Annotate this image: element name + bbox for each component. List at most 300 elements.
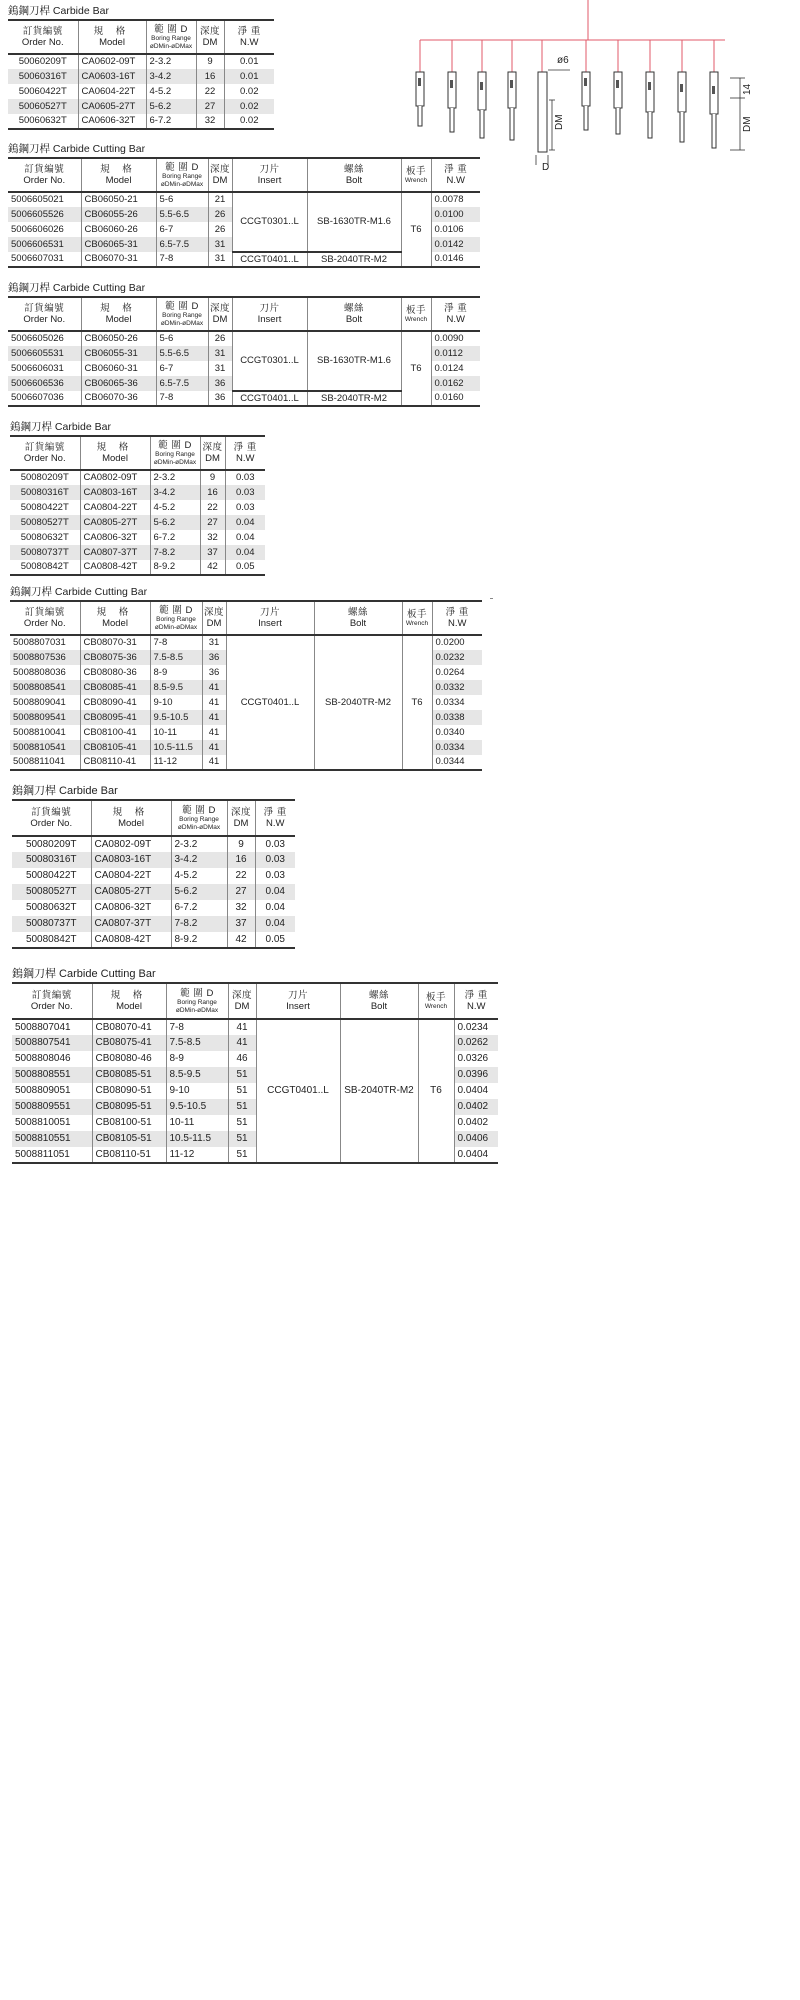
table-row bbox=[12, 932, 295, 948]
table-cell: 0.0142 bbox=[431, 237, 480, 252]
table-cell: CCGT0401..L bbox=[232, 391, 307, 406]
header-label: 規 格 bbox=[93, 26, 131, 37]
header-label: Model bbox=[105, 175, 132, 186]
table-cell: 51 bbox=[228, 1099, 256, 1115]
header-label: 訂貨編號 bbox=[22, 26, 63, 37]
table-cell: 5008807536 bbox=[10, 650, 80, 665]
table-cell: CA0808-42T bbox=[80, 560, 150, 575]
dim-phi6-label: ø6 bbox=[557, 55, 569, 66]
header-label: 範 圍 D bbox=[159, 604, 193, 616]
merged-bolt: SB-1630TR-M1.6 bbox=[307, 192, 401, 252]
table-cell: 41 bbox=[202, 725, 226, 740]
table-cell: 50080842T bbox=[10, 560, 80, 575]
table-cell: 51 bbox=[228, 1147, 256, 1163]
header-label: 深度 bbox=[203, 607, 224, 618]
table-cell: 31 bbox=[202, 635, 226, 650]
section-title: 鎢鋼刀桿 Carbide Cutting Bar bbox=[10, 586, 148, 598]
table-cell: 7-8.2 bbox=[150, 545, 200, 560]
table-cell: 0.0112 bbox=[431, 346, 480, 361]
bar-neck bbox=[712, 114, 716, 148]
table-header bbox=[8, 297, 480, 331]
header-label: 深度 bbox=[209, 164, 230, 175]
merged-insert: CCGT0401..L bbox=[226, 635, 314, 770]
table-row bbox=[12, 884, 295, 900]
table-cell: 41 bbox=[228, 1035, 256, 1051]
header-label: Boring Range bbox=[155, 450, 195, 458]
section-carbide-cutting-bar-cb08-b bbox=[12, 968, 498, 1164]
table-cell: 8-9 bbox=[166, 1051, 228, 1067]
col-bolt bbox=[307, 158, 401, 192]
table-cell: CB08085-51 bbox=[92, 1067, 166, 1083]
header-label: 淨 重 bbox=[233, 442, 257, 453]
table-cell: 7-8 bbox=[156, 252, 208, 267]
table-cell: 5-6.2 bbox=[150, 515, 200, 530]
table-cell: 11-12 bbox=[166, 1147, 228, 1163]
table-cell: 41 bbox=[202, 755, 226, 770]
merged-bolt: SB-2040TR-M2 bbox=[340, 1019, 418, 1163]
table-cell: 16 bbox=[196, 69, 224, 84]
table-cell: CB06070-31 bbox=[81, 252, 156, 267]
bar-shank bbox=[478, 72, 486, 110]
table-cell: 50060209T bbox=[18, 56, 67, 67]
table-cell: CA0806-32T bbox=[80, 530, 150, 545]
table-cell: CB08095-41 bbox=[80, 710, 150, 725]
header-label: 螺絲 bbox=[343, 164, 364, 175]
table-cell: 10-11 bbox=[166, 1115, 228, 1131]
col-depth bbox=[208, 158, 232, 192]
header-label: DM bbox=[234, 1001, 250, 1012]
table-cell: 5008808541 bbox=[10, 680, 80, 695]
table-cell: 0.03 bbox=[225, 470, 265, 485]
header-label: Order No. bbox=[30, 1001, 73, 1012]
header-label: 深度 bbox=[199, 26, 220, 37]
table-cell: 32 bbox=[200, 530, 225, 545]
header-label: øDMin-øDMax bbox=[154, 623, 198, 631]
table-cell: 0.0344 bbox=[432, 755, 482, 770]
dim-d-label: D bbox=[542, 162, 550, 170]
table-row bbox=[10, 635, 482, 650]
table-cell: 0.0338 bbox=[432, 710, 482, 725]
bar-neck bbox=[616, 108, 620, 134]
table-cell: 6-7 bbox=[156, 222, 208, 237]
table-row bbox=[10, 470, 265, 485]
header-label: Insert bbox=[286, 1001, 310, 1012]
col-wrench bbox=[418, 983, 454, 1019]
header-label: Bolt bbox=[345, 175, 363, 186]
merged-insert: CCGT0301..L bbox=[232, 331, 307, 391]
header-label: Wrench bbox=[424, 1002, 448, 1010]
table-cell: CA0606-32T bbox=[78, 114, 146, 129]
table-row bbox=[10, 485, 265, 500]
table-header bbox=[10, 601, 482, 635]
header-label: 淨 重 bbox=[445, 607, 469, 618]
header-label: DM bbox=[205, 453, 220, 464]
col-wrench bbox=[401, 297, 431, 331]
merged-wrench: T6 bbox=[418, 1019, 454, 1163]
table-row bbox=[12, 900, 295, 916]
table-cell: CA0804-22T bbox=[80, 500, 150, 515]
table-cell: 36 bbox=[202, 650, 226, 665]
bar-neck bbox=[510, 108, 514, 140]
merged-wrench: T6 bbox=[401, 331, 431, 406]
header-label: Model bbox=[99, 37, 125, 48]
table-cell: 50060632T bbox=[8, 114, 78, 129]
table-cell: CB08070-31 bbox=[80, 635, 150, 650]
header-label: 螺絲 bbox=[368, 990, 389, 1001]
bar-neck bbox=[680, 112, 684, 142]
table-cell: CB08070-41 bbox=[92, 1019, 166, 1035]
table-row bbox=[12, 916, 295, 932]
col-boring-range bbox=[146, 20, 196, 54]
table-cell: 3-4.2 bbox=[171, 852, 227, 868]
table-cell: 9 bbox=[200, 470, 225, 485]
table-cell: 27 bbox=[200, 515, 225, 530]
table-cell: 50080209T bbox=[25, 838, 77, 850]
section-carbide-cutting-bar-cb08-a bbox=[10, 586, 482, 771]
table-row bbox=[8, 331, 480, 346]
table-cell: CB08075-36 bbox=[80, 650, 150, 665]
col-depth bbox=[208, 297, 232, 331]
table-cell: 3-4.2 bbox=[146, 69, 196, 84]
table-cell: 50080842T bbox=[12, 932, 91, 948]
header-label: Insert bbox=[258, 618, 282, 629]
table-cell: 0.02 bbox=[224, 99, 274, 114]
spec-table bbox=[8, 296, 480, 407]
table-cell: CA0807-37T bbox=[80, 545, 150, 560]
table-cell: 0.0402 bbox=[454, 1099, 498, 1115]
table-cell: 50060527T bbox=[8, 99, 78, 114]
table-cell: 0.0234 bbox=[454, 1019, 498, 1035]
table-cell: 41 bbox=[202, 740, 226, 755]
col-depth bbox=[227, 800, 255, 836]
table-header bbox=[8, 20, 274, 54]
header-label: 範 圍 D bbox=[165, 300, 199, 312]
header-label: Model bbox=[118, 818, 144, 829]
table-cell: CA0808-42T bbox=[91, 932, 171, 948]
col-insert bbox=[232, 297, 307, 331]
header-label: Boring Range bbox=[179, 815, 219, 823]
table-cell: 26 bbox=[208, 207, 232, 222]
table-row bbox=[8, 114, 274, 129]
table-cell: 5008810041 bbox=[13, 726, 66, 738]
col-order-no bbox=[8, 297, 81, 331]
table-row bbox=[12, 836, 295, 852]
table-cell: 50060422T bbox=[18, 85, 67, 97]
dim-14-label: 14 bbox=[742, 83, 753, 95]
table-cell: 5008807541 bbox=[12, 1035, 92, 1051]
title-rule-mark bbox=[490, 598, 493, 599]
table-cell: 21 bbox=[208, 192, 232, 207]
table-cell: CB08080-46 bbox=[92, 1051, 166, 1067]
col-weight bbox=[454, 983, 498, 1019]
table-cell: CA0803-16T bbox=[91, 852, 171, 868]
header-label: Insert bbox=[257, 175, 282, 186]
col-depth bbox=[200, 436, 225, 470]
table-cell: 0.04 bbox=[225, 545, 265, 560]
header-label: 刀片 bbox=[287, 990, 308, 1001]
table-cell: CB08090-41 bbox=[80, 695, 150, 710]
table-cell: 0.05 bbox=[255, 932, 295, 948]
table-cell: 0.04 bbox=[255, 916, 295, 932]
table-cell: 10.5-11.5 bbox=[166, 1131, 228, 1147]
table-cell: 22 bbox=[227, 868, 255, 884]
table-cell: 50080737T bbox=[10, 545, 80, 560]
table-cell: 9 bbox=[227, 836, 255, 852]
col-model bbox=[92, 983, 166, 1019]
header-label: N.W bbox=[446, 175, 465, 186]
spec-table bbox=[8, 19, 274, 130]
section-title: 鎢鋼刀桿 Carbide Bar bbox=[8, 5, 109, 17]
col-order-no bbox=[8, 158, 81, 192]
header-label: DM bbox=[206, 618, 222, 629]
col-weight bbox=[431, 158, 480, 192]
table-cell: 41 bbox=[202, 680, 226, 695]
table-row bbox=[12, 852, 295, 868]
table-cell: 5006606026 bbox=[11, 223, 64, 235]
table-cell: 6-7.2 bbox=[171, 900, 227, 916]
table-cell: 5006605526 bbox=[8, 207, 81, 222]
table-cell: 51 bbox=[228, 1115, 256, 1131]
col-weight bbox=[431, 297, 480, 331]
merged-wrench: T6 bbox=[401, 192, 431, 267]
table-cell: 41 bbox=[228, 1019, 256, 1035]
table-cell: 7-8 bbox=[150, 635, 202, 650]
table-cell: 10.5-11.5 bbox=[150, 740, 202, 755]
table-cell: 2-3.2 bbox=[171, 836, 227, 852]
table-cell: 37 bbox=[200, 545, 225, 560]
table-cell: CB08110-51 bbox=[92, 1147, 166, 1163]
header-label: 深度 bbox=[209, 303, 230, 314]
table-header bbox=[12, 800, 295, 836]
col-insert bbox=[226, 601, 314, 635]
bar-neck bbox=[648, 112, 652, 138]
table-cell: 0.0326 bbox=[454, 1051, 498, 1067]
table-cell: 4-5.2 bbox=[171, 868, 227, 884]
col-insert bbox=[256, 983, 340, 1019]
table-cell: 0.04 bbox=[225, 515, 265, 530]
header-label: 刀片 bbox=[259, 164, 280, 175]
header-label: Wrench bbox=[404, 315, 428, 323]
table-cell: CA0605-27T bbox=[78, 99, 146, 114]
header-label: 板手 bbox=[405, 165, 426, 177]
table-cell: 50080422T bbox=[25, 870, 77, 881]
table-cell: CA0802-09T bbox=[91, 836, 171, 852]
col-wrench bbox=[401, 158, 431, 192]
table-cell: 16 bbox=[200, 485, 225, 500]
table-cell: CB06065-36 bbox=[81, 376, 156, 391]
col-depth bbox=[202, 601, 226, 635]
table-cell: 51 bbox=[228, 1083, 256, 1099]
table-cell: 5008809041 bbox=[13, 696, 66, 708]
table-cell: 32 bbox=[196, 114, 224, 129]
table-cell: 0.0406 bbox=[454, 1131, 498, 1147]
table-cell: 0.03 bbox=[255, 852, 295, 868]
table-cell: 2-3.2 bbox=[150, 470, 200, 485]
table-cell: 5008811041 bbox=[10, 755, 80, 770]
table-cell: 0.01 bbox=[224, 69, 274, 84]
header-label: 螺絲 bbox=[343, 303, 364, 314]
table-cell: CA0603-16T bbox=[78, 69, 146, 84]
table-cell: 0.0334 bbox=[432, 740, 482, 755]
col-boring-range bbox=[156, 158, 208, 192]
header-label: 訂貨編號 bbox=[24, 607, 65, 618]
section-title: 鎢鋼刀桿 Carbide Cutting Bar bbox=[8, 282, 146, 294]
table-cell: 0.02 bbox=[224, 84, 274, 99]
header-label: Order No. bbox=[23, 314, 66, 325]
table-row bbox=[12, 1019, 498, 1035]
table-cell: 42 bbox=[200, 560, 225, 575]
table-cell: 0.05 bbox=[225, 560, 265, 575]
table-cell: 50080737T bbox=[12, 916, 91, 932]
header-label: øDMin-øDMax bbox=[177, 823, 221, 831]
header-label: 規 格 bbox=[110, 990, 148, 1001]
table-cell: CA0802-09T bbox=[80, 470, 150, 485]
table-cell: 5008809541 bbox=[10, 710, 80, 725]
bar-neck bbox=[584, 106, 588, 130]
table-cell: 5-6 bbox=[156, 192, 208, 207]
spec-table bbox=[10, 600, 482, 771]
header-label: 板手 bbox=[425, 991, 446, 1003]
header-label: Boring Range bbox=[162, 311, 202, 319]
table-cell: 0.0332 bbox=[432, 680, 482, 695]
col-boring-range bbox=[171, 800, 227, 836]
table-cell: 51 bbox=[228, 1067, 256, 1083]
header-label: 訂貨編號 bbox=[31, 807, 72, 818]
table-cell: CB06055-26 bbox=[81, 207, 156, 222]
table-row bbox=[12, 868, 295, 884]
table-cell: 5008810051 bbox=[15, 1117, 71, 1128]
table-cell: 5008808046 bbox=[15, 1053, 71, 1064]
table-cell: 0.0124 bbox=[431, 361, 480, 376]
col-model bbox=[80, 601, 150, 635]
col-weight bbox=[224, 20, 274, 54]
table-cell: 50080527T bbox=[10, 515, 80, 530]
table-cell: 27 bbox=[227, 884, 255, 900]
table-cell: 5008809551 bbox=[12, 1099, 92, 1115]
table-cell: 5008810541 bbox=[10, 740, 80, 755]
table-cell: 5.5-6.5 bbox=[156, 346, 208, 361]
header-label: øDMin-øDMax bbox=[153, 458, 197, 466]
table-cell: 11-12 bbox=[150, 755, 202, 770]
table-cell: 41 bbox=[202, 695, 226, 710]
table-cell: 5.5-6.5 bbox=[156, 207, 208, 222]
table-cell: 0.0396 bbox=[454, 1067, 498, 1083]
table-cell: 5006605531 bbox=[8, 346, 81, 361]
table-cell: 0.04 bbox=[255, 900, 295, 916]
header-label: Order No. bbox=[30, 818, 73, 829]
header-label: 淨 重 bbox=[444, 164, 468, 175]
table-cell: CB08110-41 bbox=[80, 755, 150, 770]
col-bolt bbox=[340, 983, 418, 1019]
table-cell: 5006606536 bbox=[8, 376, 81, 391]
header-label: DM bbox=[202, 37, 218, 48]
table-header bbox=[12, 983, 498, 1019]
header-label: Model bbox=[102, 453, 128, 464]
table-cell: 0.02 bbox=[224, 114, 274, 129]
header-label: 板手 bbox=[406, 608, 427, 620]
table-cell: 2-3.2 bbox=[146, 54, 196, 69]
section-carbide-bar-ca08-b bbox=[12, 785, 295, 949]
table-cell: 5008808551 bbox=[12, 1067, 92, 1083]
table-cell: 50080316T bbox=[12, 852, 91, 868]
table-cell: 5008811051 bbox=[12, 1147, 92, 1163]
table-cell: 6-7.2 bbox=[150, 530, 200, 545]
section-title: 鎢鋼刀桿 Carbide Cutting Bar bbox=[8, 143, 146, 155]
col-weight bbox=[255, 800, 295, 836]
spec-table bbox=[10, 435, 265, 576]
table-cell: CB08105-41 bbox=[80, 740, 150, 755]
bar-neck bbox=[480, 110, 484, 138]
merged-insert: CCGT0301..L bbox=[232, 192, 307, 252]
col-model bbox=[81, 158, 156, 192]
table-row bbox=[8, 99, 274, 114]
table-cell: 6.5-7.5 bbox=[156, 237, 208, 252]
table-row bbox=[10, 530, 265, 545]
table-row bbox=[8, 84, 274, 99]
col-boring-range bbox=[150, 601, 202, 635]
table-cell: CB08105-51 bbox=[92, 1131, 166, 1147]
table-cell: 7-8 bbox=[156, 391, 208, 406]
header-label: 板手 bbox=[405, 304, 426, 316]
table-cell: 5008810551 bbox=[12, 1131, 92, 1147]
header-label: øDMin-øDMax bbox=[160, 180, 204, 188]
table-cell: 0.0090 bbox=[431, 331, 480, 346]
table-cell: 31 bbox=[208, 346, 232, 361]
table-cell: SB-2040TR-M2 bbox=[307, 391, 401, 406]
header-label: 訂貨編號 bbox=[24, 164, 65, 175]
section-title: 鎢鋼刀桿 Carbide Bar bbox=[12, 785, 118, 797]
table-cell: 6-7 bbox=[156, 361, 208, 376]
header-label: 淨 重 bbox=[444, 303, 468, 314]
table-cell: 0.04 bbox=[225, 530, 265, 545]
table-cell: 8-9.2 bbox=[171, 932, 227, 948]
section-carbide-bar-ca08-a bbox=[10, 421, 265, 576]
section-title: 鎢鋼刀桿 Carbide Cutting Bar bbox=[12, 968, 156, 980]
table-cell: CA0804-22T bbox=[91, 868, 171, 884]
header-label: 淨 重 bbox=[464, 990, 488, 1001]
header-label: Order No. bbox=[23, 618, 66, 629]
header-label: N.W bbox=[446, 314, 465, 325]
table-cell: 46 bbox=[228, 1051, 256, 1067]
bar-neck bbox=[418, 106, 422, 126]
col-insert bbox=[232, 158, 307, 192]
table-cell: CB08075-41 bbox=[92, 1035, 166, 1051]
table-cell: 0.03 bbox=[225, 500, 265, 515]
section-title: 鎢鋼刀桿 Carbide Bar bbox=[10, 421, 111, 433]
header-label: Wrench bbox=[405, 619, 429, 627]
table-cell: 5-6 bbox=[156, 331, 208, 346]
table-cell: 8.5-9.5 bbox=[150, 680, 202, 695]
table-cell: 5-6.2 bbox=[146, 99, 196, 114]
header-label: 範 圍 D bbox=[154, 23, 188, 35]
col-boring-range bbox=[150, 436, 200, 470]
header-label: 訂貨編號 bbox=[24, 442, 65, 453]
table-cell: 9.5-10.5 bbox=[166, 1099, 228, 1115]
table-cell: 0.01 bbox=[224, 54, 274, 69]
table-cell: CB08100-41 bbox=[80, 725, 150, 740]
table-cell: 5008807031 bbox=[13, 637, 66, 648]
table-cell: 3-4.2 bbox=[150, 485, 200, 500]
table-cell: 5008809051 bbox=[15, 1085, 71, 1096]
header-label: 深度 bbox=[202, 442, 223, 453]
spec-table bbox=[8, 157, 480, 268]
table-cell: 31 bbox=[208, 361, 232, 376]
table-cell: CB06070-36 bbox=[81, 391, 156, 406]
col-order-no bbox=[10, 436, 80, 470]
merged-wrench: T6 bbox=[402, 635, 432, 770]
table-cell: 27 bbox=[196, 99, 224, 114]
bar-neck bbox=[450, 108, 454, 132]
